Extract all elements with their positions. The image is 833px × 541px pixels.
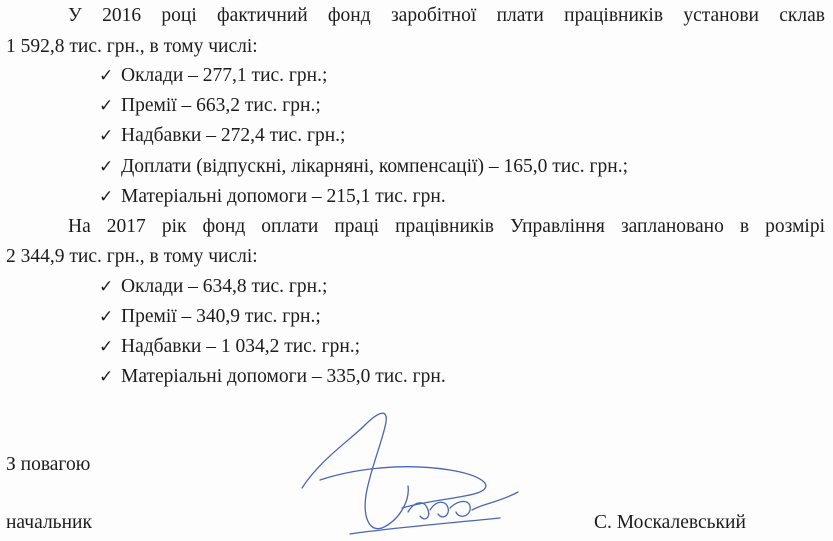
- closing-regards: З повагою: [6, 454, 91, 475]
- list-item: [99, 305, 321, 329]
- handwritten-signature: [290, 400, 550, 541]
- list-item-text: Премії – 663,2 тис. грн.;: [121, 95, 321, 116]
- checkmark-icon: ✓: [99, 126, 114, 146]
- list-item-text: Матеріальні допомоги – 335,0 тис. грн.: [121, 366, 446, 387]
- list-item: [99, 64, 327, 88]
- list-item: [99, 155, 628, 179]
- list-item: [99, 94, 321, 118]
- list-item: [99, 365, 446, 389]
- paragraph-2016-line2: 1 592,8 тис. грн., в тому числі:: [6, 36, 258, 57]
- checkmark-icon: ✓: [99, 367, 114, 387]
- checkmark-icon: ✓: [99, 307, 114, 327]
- list-item: [99, 185, 446, 209]
- list-item-text: Надбавки – 1 034,2 тис. грн.;: [121, 336, 361, 357]
- signer-position: начальник: [6, 512, 92, 533]
- list-item-text: Оклади – 634,8 тис. грн.;: [121, 276, 328, 297]
- checkmark-icon: ✓: [99, 157, 114, 177]
- list-item: [99, 275, 327, 299]
- list-item-text: Доплати (відпускні, лікарняні, компенсації) – 165,0 тис. грн.;: [121, 156, 629, 177]
- checkmark-icon: ✓: [99, 337, 114, 357]
- paragraph-2017-line2: 2 344,9 тис. грн., в тому числі:: [6, 246, 258, 267]
- list-item: [99, 124, 345, 148]
- checkmark-icon: ✓: [99, 187, 114, 207]
- paragraph-2017-line1: На 2017 рік фонд оплати праці працівників Управління заплановано в розмірі: [68, 216, 825, 237]
- checkmark-icon: ✓: [99, 66, 114, 86]
- paragraph-2016-line1: У 2016 році фактичний фонд заробітної плати працівників установи склав: [68, 5, 825, 26]
- signer-name: С. Москалевський: [594, 512, 746, 533]
- checkmark-icon: ✓: [99, 277, 114, 297]
- list-item: [99, 335, 360, 359]
- checkmark-icon: ✓: [99, 96, 114, 116]
- list-item-text: Надбавки – 272,4 тис. грн.;: [121, 125, 346, 146]
- list-item-text: Оклади – 277,1 тис. грн.;: [121, 65, 328, 86]
- list-item-text: Премії – 340,9 тис. грн.;: [121, 306, 321, 327]
- list-item-text: Матеріальні допомоги – 215,1 тис. грн.: [121, 186, 446, 207]
